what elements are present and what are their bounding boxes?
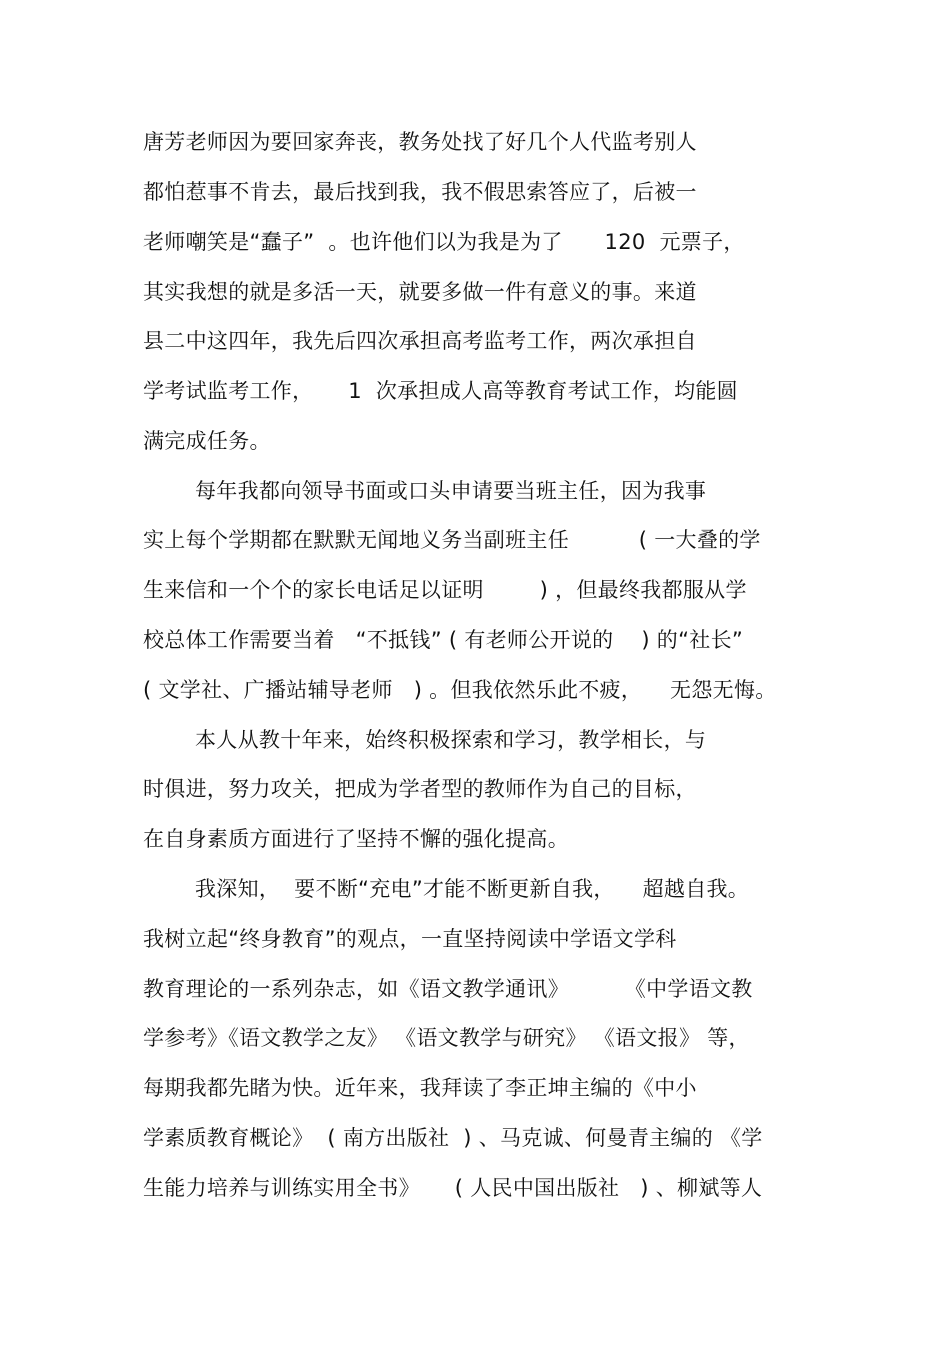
text-line-17: 我树立起“终身教育”的观点，一直坚持阅读中学语文学科 bbox=[143, 927, 677, 951]
text-line-21: 学素质教育概论》 ( 南方出版社 ) 、马克诚、何曼青主编的 《学 bbox=[143, 1126, 763, 1150]
paragraph-3-first-line: 本人从教十年来，始终积极探索和学习，教学相长，与 bbox=[195, 728, 707, 752]
text-line-22: 生能力培养与训练实用全书》 ( 人民中国出版社 ) 、柳斌等人 bbox=[143, 1176, 763, 1200]
paragraph-2-first-line: 每年我都向领导书面或口头申请要当班主任，因为我事 bbox=[195, 479, 707, 503]
text-line-3: 老师嘲笑是“蠢子” 。也许他们以为我是为了 120 元票子， bbox=[143, 230, 745, 254]
text-line-6: 学考试监考工作， 1 次承担成人高等教育考试工作，均能圆 bbox=[143, 379, 738, 403]
text-line-18: 教育理论的一系列杂志，如《语文教学通讯》 《中学语文教 bbox=[143, 977, 753, 1001]
text-line-11: 校总体工作需要当着 “不抵钱” ( 有老师公开说的 ) 的“社长” bbox=[143, 628, 744, 652]
text-line-2: 都怕惹事不肯去，最后找到我，我不假思索答应了，后被一 bbox=[143, 180, 697, 204]
text-line-15: 在自身素质方面进行了坚持不懈的强化提高。 bbox=[143, 827, 569, 851]
paragraph-4-first-line: 我深知， 要不断“充电”才能不断更新自我， 超越自我。 bbox=[195, 877, 750, 901]
text-line-5: 县二中这四年，我先后四次承担高考监考工作，两次承担自 bbox=[143, 329, 697, 353]
text-line-19: 学参考》《语文教学之友》 《语文教学与研究》 《语文报》 等， bbox=[143, 1026, 750, 1050]
text-line-20: 每期我都先睹为快。近年来，我拜读了李正坤主编的《中小 bbox=[143, 1076, 697, 1100]
text-line-7: 满完成任务。 bbox=[143, 429, 271, 453]
text-line-9: 实上每个学期都在默默无闻地义务当副班主任 ( 一大叠的学 bbox=[143, 528, 761, 552]
text-line-14: 时俱进，努力攻关，把成为学者型的教师作为自己的目标， bbox=[143, 777, 697, 801]
text-line-4: 其实我想的就是多活一天，就要多做一件有意义的事。来道 bbox=[143, 280, 697, 304]
text-line-12: ( 文学社、广播站辅导老师 ) 。但我依然乐此不疲， 无怨无悔。 bbox=[143, 678, 777, 702]
text-line-1: 唐芳老师因为要回家奔丧，教务处找了好几个人代监考别人 bbox=[143, 130, 697, 154]
text-line-10: 生来信和一个个的家长电话足以证明 ) ，但最终我都服从学 bbox=[143, 578, 747, 602]
